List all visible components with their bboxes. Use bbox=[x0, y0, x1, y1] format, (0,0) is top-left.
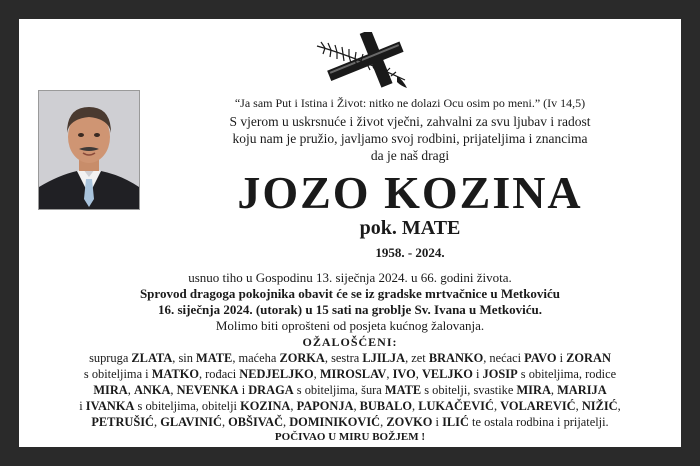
visit-request: Molimo biti oprošteni od posjeta kućnog žalovanja. bbox=[215, 318, 485, 333]
cross-with-palm-icon bbox=[313, 32, 417, 94]
mourners-line-5: PETRUŠIĆ, GLAVINIĆ, OBŠIVAČ, DOMINIKOVIĆ, ZOVKO i ILIĆ te ostala rodbina i prijatelji. bbox=[91, 415, 609, 429]
father-name: pok. MATE bbox=[359, 217, 461, 239]
intro-line-2: koju nam je pružio, javljamo svoj rodbini, prijateljima i znancima bbox=[232, 131, 588, 146]
funeral-line-2: 16. siječnja 2024. (utorak) u 15 sati na groblje Sv. Ivana u Metkoviću. bbox=[158, 302, 542, 317]
intro-line-3: da je naš dragi bbox=[370, 148, 450, 163]
mourners-line-3: MIRA, ANKA, NEVENKA i DRAGA s obiteljima, šura MATE s obitelji, svastike MIRA, MARIJA bbox=[93, 383, 607, 397]
deceased-portrait bbox=[38, 90, 140, 210]
deceased-name: JOZO KOZINA bbox=[237, 167, 583, 218]
intro-line-1: S vjerom u uskrsnuće i život vječni, zahvalni za svu ljubav i radost bbox=[229, 114, 591, 129]
bible-quote: “Ja sam Put i Istina i Život: nitko ne dolazi Ocu osim po meni.” (Iv 14,5) bbox=[234, 96, 586, 110]
death-line: usnuo tiho u Gospodinu 13. siječnja 2024. u 66. godini života. bbox=[188, 270, 512, 285]
life-years: 1958. - 2024. bbox=[375, 245, 445, 260]
mourners-line-4: i IVANKA s obiteljima, obitelji KOZINA, PAPONJA, BUBALO, LUKAČEVIĆ, VOLAREVIĆ, NIŽIĆ, bbox=[79, 399, 621, 413]
closing-blessing: POČIVAO U MIRU BOŽJEM ! bbox=[274, 431, 426, 443]
mourners-line-1: supruga ZLATA, sin MATE, maćeha ZORKA, sestra LJILJA, zet BRANKO, nećaci PAVO i ZORAN bbox=[89, 351, 611, 365]
funeral-line-1: Sprovod dragoga pokojnika obavit će se iz gradske mrtvačnice u Metkoviću bbox=[139, 286, 561, 301]
mourners-heading: OŽALOŠĆENI: bbox=[302, 335, 398, 349]
mourners-line-2: s obiteljima i MATKO, rođaci NEDJELJKO, MIROSLAV, IVO, VELJKO i JOSIP s obiteljima, rodice bbox=[83, 367, 617, 381]
